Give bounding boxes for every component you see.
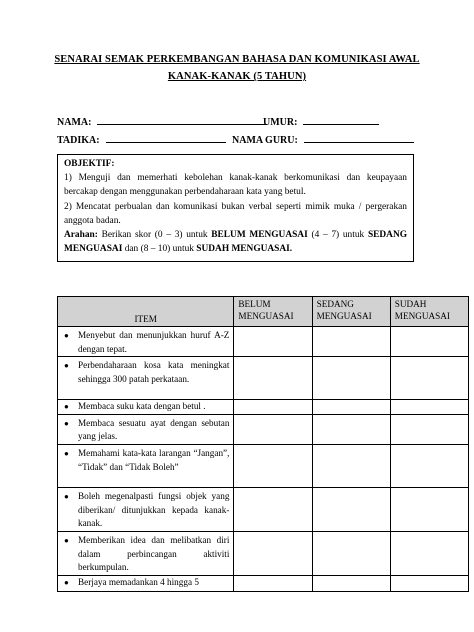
instruction-label: Arahan: [64,230,98,241]
sedang-score-cell[interactable] [312,400,390,415]
table-row [58,487,469,531]
sudah-score-cell[interactable] [390,487,468,531]
nama-field [57,116,267,128]
checklist-table [57,296,469,592]
sedang-score-cell[interactable] [312,327,390,357]
nama-guru-field [232,134,414,146]
sedang-score-cell[interactable] [312,414,390,444]
nama-blank[interactable] [97,116,267,125]
sudah-score-cell[interactable] [390,400,468,415]
sedang-score-cell[interactable] [312,444,390,487]
umur-label: UMUR: [263,117,298,128]
tadika-blank[interactable] [106,134,226,143]
item-cell: ● Memahami kata-kata larangan “Jangan”, “Tidak” dan “Tidak Boleh” [58,444,234,487]
belum-score-cell[interactable] [234,531,312,575]
item-cell: ● Boleh megenalpasti fungsi objek yang diberikan/ ditunjukkan kepada kanak-kanak. [58,487,234,531]
bullet-icon: ● [64,448,69,458]
objective-heading: OBJEKTIF: [64,159,115,169]
objective-point-2: 2) Mencatat perbualan dan komunikasi bukan verbal seperti mimik muka / pergerakan anggota badan. [64,201,407,226]
bullet-icon: ● [64,535,69,545]
item-cell: ● Berjaya memadankan 4 hingga 5 [58,575,234,591]
table-row [58,444,469,487]
umur-field [263,116,379,128]
sudah-score-cell[interactable] [390,531,468,575]
table-row [58,357,469,400]
bullet-icon: ● [64,402,69,412]
bullet-icon: ● [64,418,69,428]
sedang-score-cell[interactable] [312,487,390,531]
sedang-score-cell[interactable] [312,531,390,575]
table-row [58,400,469,415]
item-cell: ● Membaca sesuatu ayat dengan sebutan yang jelas. [58,414,234,444]
sedang-keyword: SEDANG MENGUASAI [64,230,408,255]
table-row [58,327,469,357]
belum-score-cell[interactable] [234,575,312,591]
nama-guru-label: NAMA GURU: [232,135,298,146]
instruction-part2: (4 – 7) untuk [307,230,368,241]
bullet-icon: ● [64,491,69,501]
table-row [58,575,469,591]
bullet-icon: ● [64,331,69,340]
header-belum: BELUM MENGUASAI [234,297,312,327]
belum-score-cell[interactable] [234,400,312,415]
instruction-part1: Berikan skor (0 – 3) untuk [97,230,212,241]
sudah-score-cell[interactable] [390,357,468,400]
sedang-score-cell[interactable] [312,575,390,591]
table-header-row [58,297,469,327]
belum-score-cell[interactable] [234,327,312,357]
document-title-line2: KANAK-KANAK (5 TAHUN) [167,71,307,82]
bullet-icon: ● [64,577,69,587]
table-row [58,531,469,575]
sedang-score-cell[interactable] [312,357,390,400]
bullet-icon: ● [64,361,69,371]
item-cell: ● Memberikan idea dan melibatkan diri dalam perbincangan aktiviti berkumpulan. [58,531,234,575]
instruction-part3: dan (8 – 10) untuk [122,244,197,255]
header-item: ITEM [58,297,234,327]
sudah-score-cell[interactable] [390,327,468,357]
belum-score-cell[interactable] [234,357,312,400]
sudah-keyword: SUDAH MENGUASAI. [196,244,293,255]
belum-score-cell[interactable] [234,487,312,531]
belum-score-cell[interactable] [234,444,312,487]
instruction-text [64,228,407,256]
belum-score-cell[interactable] [234,414,312,444]
belum-keyword: BELUM MENGUASAI [211,230,308,241]
document-title-line1: SENARAI SEMAK PERKEMBANGAN BAHASA DAN KOMUNIKASI AWAL [54,54,420,65]
sudah-score-cell[interactable] [390,444,468,487]
header-sedang: SEDANG MENGUASAI [312,297,390,327]
objective-box [57,154,414,262]
sudah-score-cell[interactable] [390,414,468,444]
item-cell: ● Perbendaharaan kosa kata meningkat sehingga 300 patah perkataan. [58,357,234,400]
sudah-score-cell[interactable] [390,575,468,591]
tadika-label: TADIKA: [57,135,100,146]
umur-blank[interactable] [303,116,379,125]
objective-point-1: 1) Menguji dan memerhati kebolehan kanak-kanak berkomunikasi dan keupayaan bercakap dengan menggunakan perbendaharaan kata yang betul. [64,173,407,198]
nama-label: NAMA: [57,117,92,128]
table-row [58,414,469,444]
nama-guru-blank[interactable] [304,134,414,143]
item-cell: ● Menyebut dan menunjukkan huruf A-Z dengan tepat. [58,327,234,357]
tadika-field [57,134,226,146]
item-cell: ● Membaca suku kata dengan betul . [58,400,234,415]
header-sudah: SUDAH MENGUASAI [390,297,468,327]
